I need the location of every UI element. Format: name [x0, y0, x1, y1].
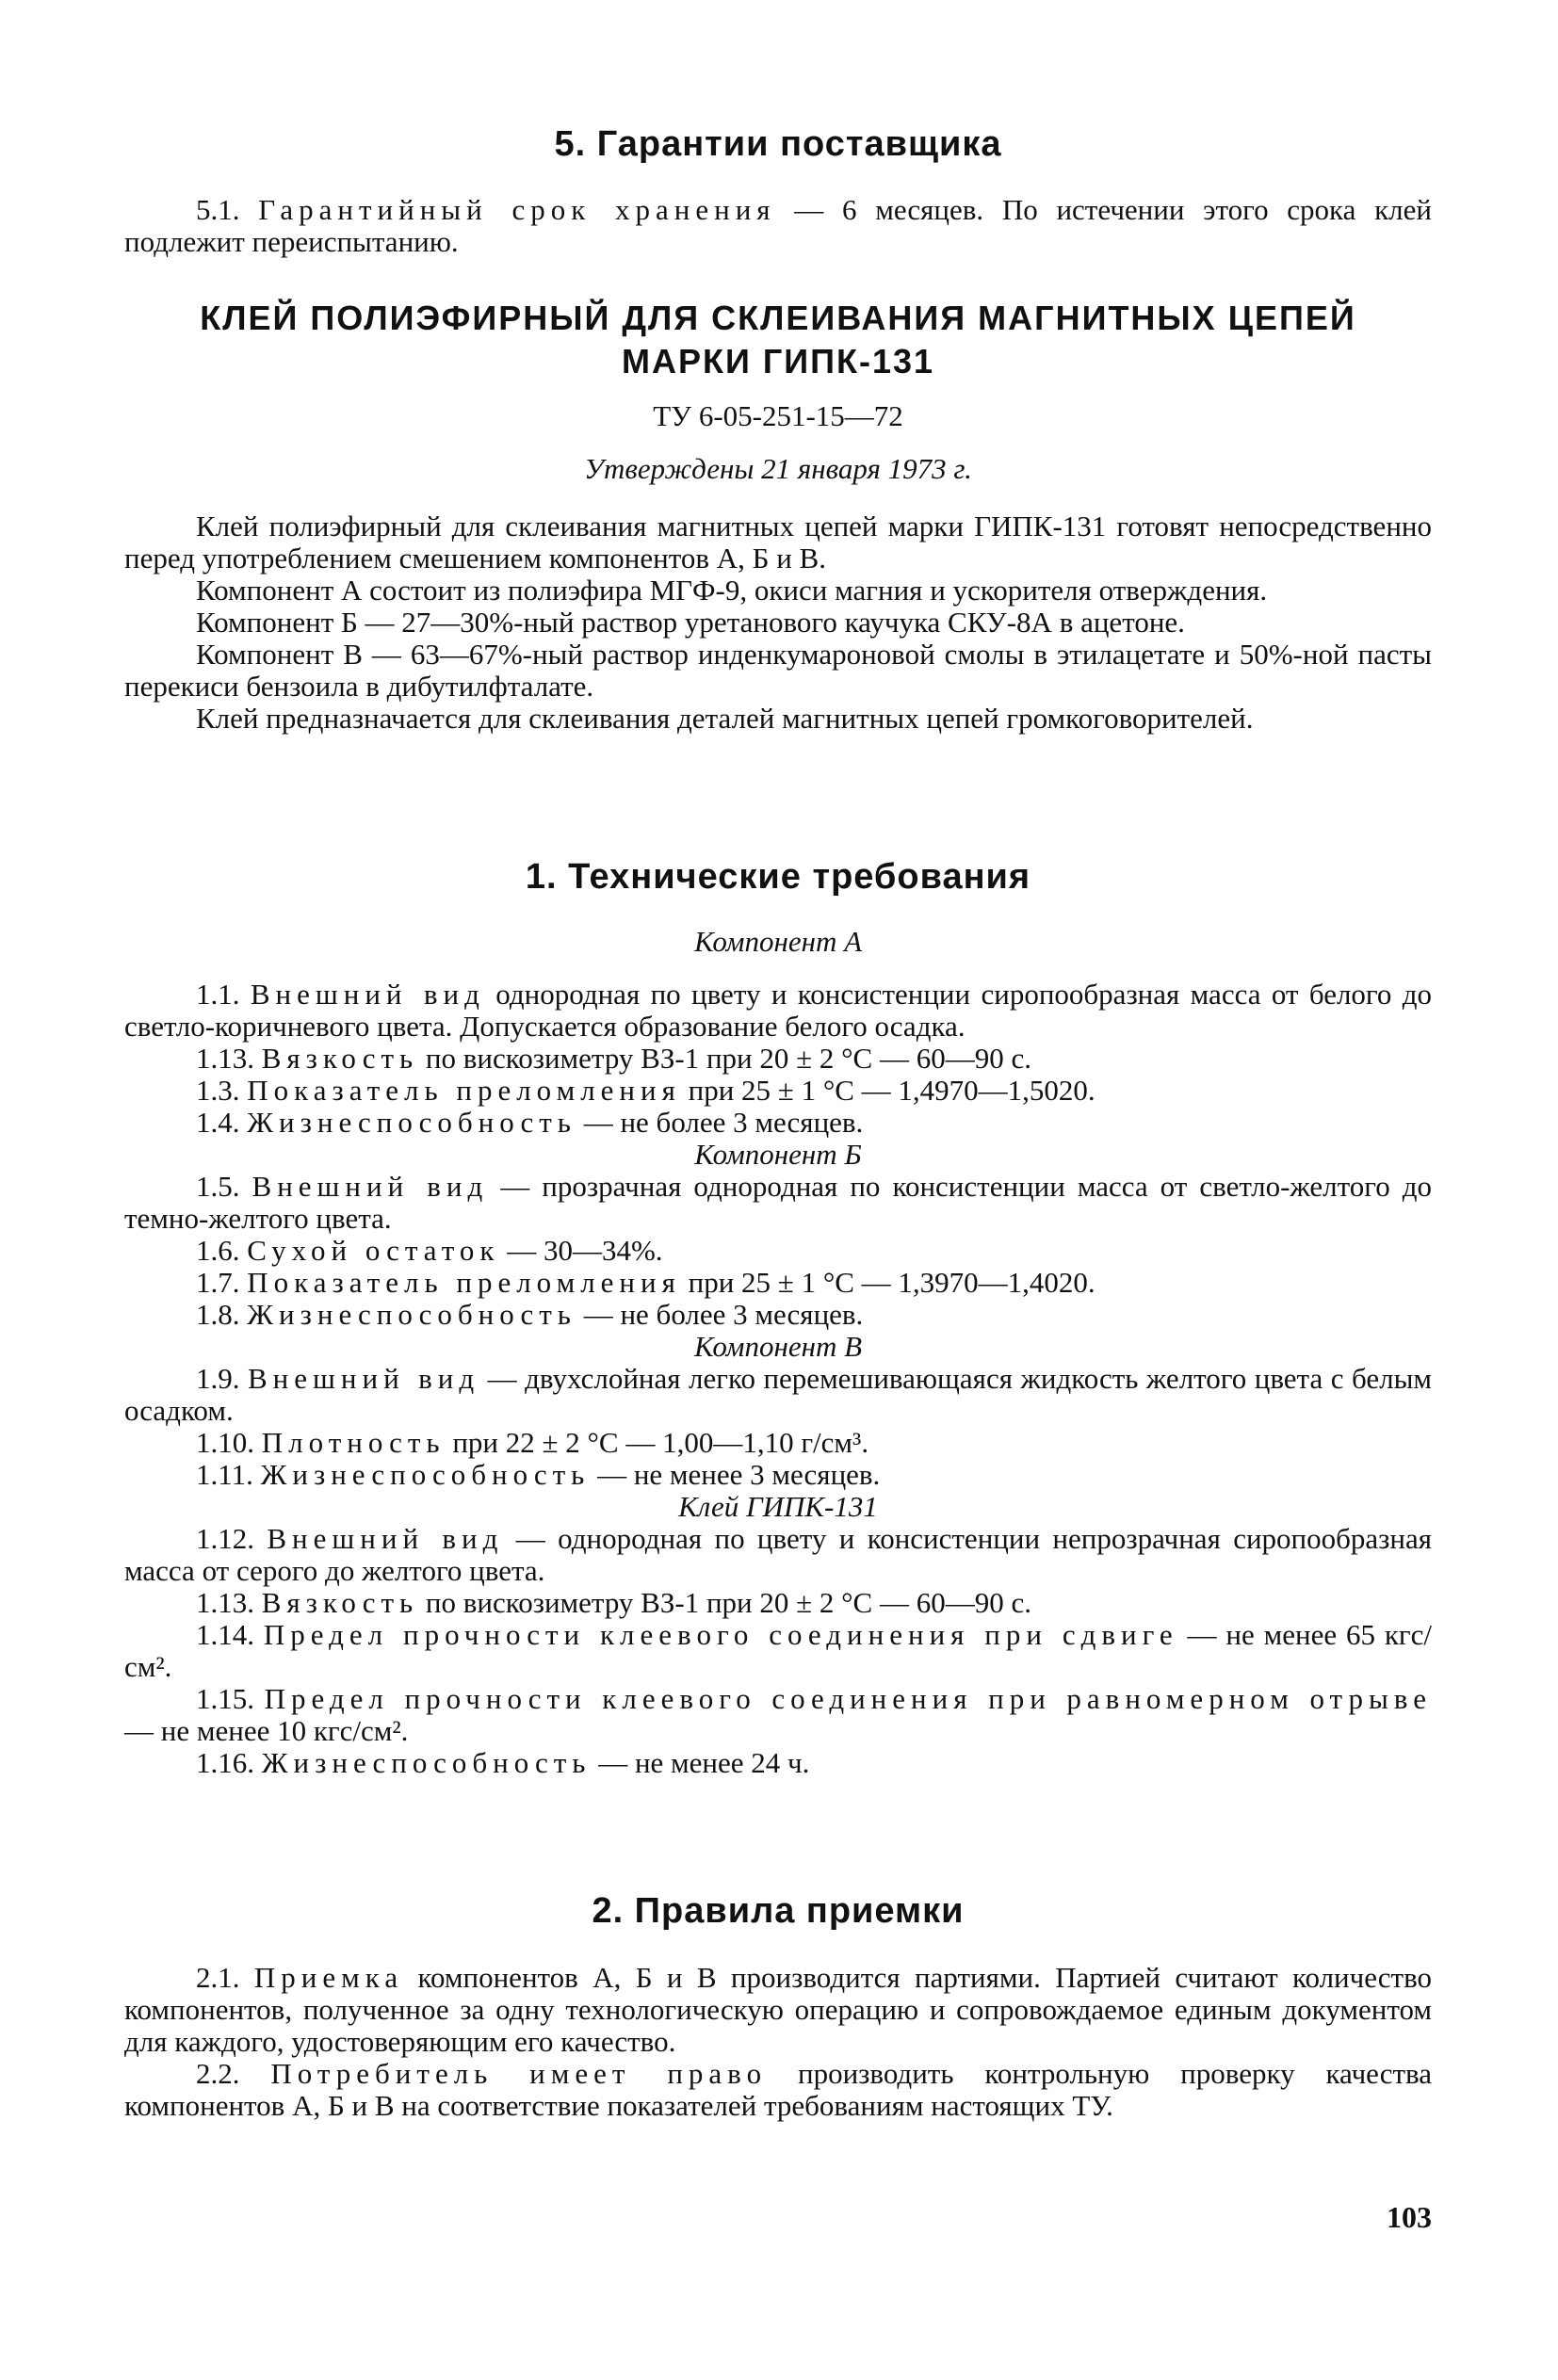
section-2-heading-wrap: [124, 1891, 1432, 1932]
section-2-heading: 2. Правила приемки: [592, 1891, 965, 1931]
paragraph-5-1: [124, 194, 1432, 258]
item-term: Сухой остаток: [247, 1234, 500, 1267]
subheading-component-a: Компонент А: [693, 925, 863, 958]
item-text: по вискозиметру ВЗ-1 при 20 ± 2 °С — 60—90 с.: [418, 1042, 1031, 1075]
product-title-line-2: МАРКИ ГИПК-131: [621, 342, 935, 380]
item-number: 1.15.: [196, 1682, 265, 1715]
intro-paragraph: Компонент А состоит из полиэфира МГФ-9, окиси магния и ускорителя отверждения.: [196, 574, 1268, 607]
item-text: — 30—34%.: [499, 1234, 663, 1267]
item-number: 2.2.: [196, 2057, 271, 2090]
item-1-13b: [124, 1587, 1432, 1619]
item-1-4: [124, 1107, 1432, 1139]
section-1-body: [124, 926, 1432, 1779]
subheading-component-v: Компонент В: [693, 1330, 863, 1363]
item-text: — двухслойная легко перемешивающаяся жидкость желтого цвета с белым осадком.: [124, 1362, 1433, 1427]
subheading-glue: Клей ГИПК-131: [678, 1490, 878, 1523]
intro-block: [124, 510, 1432, 735]
item-1-13: [124, 1043, 1432, 1075]
item-term: Приемка: [253, 1961, 404, 1994]
item-1-12: [124, 1523, 1432, 1587]
item-text: — не более 3 месяцев.: [576, 1106, 864, 1139]
product-title-block: [124, 297, 1432, 383]
item-1-14: [124, 1619, 1432, 1683]
item-term: Предел прочности клеевого соединения при сдвиге: [263, 1618, 1178, 1651]
item-text: при 25 ± 1 °С — 1,4970—1,5020.: [680, 1074, 1095, 1107]
spec-number: ТУ 6-05-251-15—72: [653, 399, 903, 432]
item-number: 1.4.: [196, 1106, 248, 1139]
spec-block: [124, 397, 1432, 488]
item-term: Показатель преломления: [247, 1074, 681, 1107]
item-text: — однородная по цвету и консистенции непрозрачная сиропообразная масса от серого до желтого цвета.: [124, 1522, 1433, 1587]
item-number: 1.16.: [196, 1746, 262, 1779]
item-term: Внешний вид: [252, 1170, 489, 1203]
approval-date: Утверждены 21 января 1973 г.: [584, 452, 972, 485]
item-term: Внешний вид: [267, 1522, 504, 1555]
item-term: Жизнеспособность: [260, 1458, 591, 1491]
item-1-11: [124, 1459, 1432, 1491]
page-number: 103: [1387, 2200, 1432, 2234]
item-number: 1.12.: [196, 1522, 268, 1555]
item-text: по вискозиметру ВЗ-1 при 20 ± 2 °С — 60—90 с.: [418, 1586, 1031, 1619]
item-number: 1.13.: [196, 1586, 262, 1619]
item-text: при 25 ± 1 °С — 1,3970—1,4020.: [680, 1266, 1095, 1299]
item-term: Потребитель имеет право: [270, 2057, 768, 2090]
item-term: Жизнеспособность: [261, 1746, 592, 1779]
item-1-16: [124, 1747, 1432, 1779]
item-1-10: [124, 1427, 1432, 1459]
item-1-8: [124, 1299, 1432, 1331]
product-title-line-1: КЛЕЙ ПОЛИЭФИРНЫЙ ДЛЯ СКЛЕИВАНИЯ МАГНИТНЫХ ЦЕПЕЙ: [200, 299, 1356, 337]
intro-paragraph: Компонент В — 63—67%-ный раствор инденкумароновой смолы в этилацетате и 50%-ной пасты перекиси бензоила в дибутилфталате.: [124, 638, 1432, 703]
item-text: — не более 3 месяцев.: [576, 1298, 864, 1331]
item-number: 1.8.: [196, 1298, 248, 1331]
item-term: Внешний вид: [248, 1362, 480, 1395]
item-number: 1.6.: [196, 1234, 248, 1267]
item-number: 1.14.: [196, 1618, 264, 1651]
section-1-heading-wrap: [124, 857, 1432, 898]
item-number: 1.10.: [196, 1426, 262, 1459]
item-term: Вязкость: [261, 1042, 419, 1075]
item-1-3: [124, 1075, 1432, 1107]
section-5-body: [124, 194, 1432, 258]
item-2-1: [124, 1962, 1432, 2058]
section-2-body: [124, 1962, 1432, 2122]
item-text: компонентов А, Б и В производится партиями. Партией считают количество компонентов, полученное за одну технологическую операцию и сопровождаемое единым документом для каждого, удостоверяющим его качество.: [124, 1961, 1433, 2058]
item-1-1: [124, 979, 1432, 1043]
item-1-6: [124, 1235, 1432, 1267]
item-number: 1.7.: [196, 1266, 248, 1299]
intro-paragraph: Клей предназначается для склеивания деталей магнитных цепей громкоговорителей.: [196, 702, 1254, 735]
item-term: Жизнеспособность: [247, 1106, 576, 1139]
item-text: — 6 месяцев. По истечении этого срока клей подлежит переиспытанию.: [124, 193, 1433, 258]
item-term: Вязкость: [261, 1586, 419, 1619]
item-term: Гарантийный срок хранения: [258, 193, 776, 226]
item-1-15: [124, 1683, 1432, 1747]
item-1-7: [124, 1267, 1432, 1299]
item-text: производить контрольную проверку качества компонентов А, Б и В на соответствие показателей требованиям настоящих ТУ.: [124, 2057, 1432, 2122]
item-number: 5.1.: [196, 193, 259, 226]
item-text: — прозрачная однородная по консистенции масса от светло-желтого до темно-желтого цвета.: [124, 1170, 1433, 1235]
intro-paragraph: Клей полиэфирный для склеивания магнитных цепей марки ГИПК-131 готовят непосредственно перед употреблением смешением компонентов А, Б и В.: [124, 510, 1432, 575]
item-term: Предел прочности клеевого соединения при равномерном отрыве: [264, 1682, 1433, 1715]
item-term: Жизнеспособность: [247, 1298, 576, 1331]
item-text: — не менее 3 месяцев.: [590, 1458, 881, 1491]
item-term: Внешний вид: [250, 978, 485, 1011]
item-text: — не менее 65 кгс/см².: [124, 1618, 1433, 1683]
item-term: Плотность: [261, 1426, 446, 1459]
item-text: при 22 ± 2 °С — 1,00—1,10 г/см³.: [445, 1426, 869, 1459]
item-number: 1.5.: [196, 1170, 252, 1203]
item-text: однородная по цвету и консистенции сиропообразная масса от белого до светло-коричневого цвета. Допускается образование белого осадка.: [124, 978, 1432, 1043]
item-number: 1.13.: [196, 1042, 262, 1075]
section-5-heading: 5. Гарантии поставщика: [554, 124, 1002, 164]
intro-paragraph: Компонент Б — 27—30%-ный раствор уретанового каучука СКУ-8А в ацетоне.: [196, 606, 1185, 639]
item-number: 1.11.: [196, 1458, 261, 1491]
item-text: — не менее 24 ч.: [591, 1746, 810, 1779]
section-5: [124, 124, 1432, 165]
item-number: 1.1.: [196, 978, 251, 1011]
item-1-9: [124, 1363, 1432, 1427]
item-number: 1.3.: [196, 1074, 248, 1107]
item-number: 1.9.: [196, 1362, 248, 1395]
item-number: 2.1.: [196, 1961, 254, 1994]
item-text: — не менее 10 кгс/см².: [124, 1714, 409, 1747]
item-1-5: [124, 1171, 1432, 1235]
section-1-heading: 1. Технические требования: [525, 857, 1031, 897]
item-2-2: [124, 2058, 1432, 2122]
item-term: Показатель преломления: [247, 1266, 681, 1299]
subheading-component-b: Компонент Б: [694, 1138, 862, 1171]
